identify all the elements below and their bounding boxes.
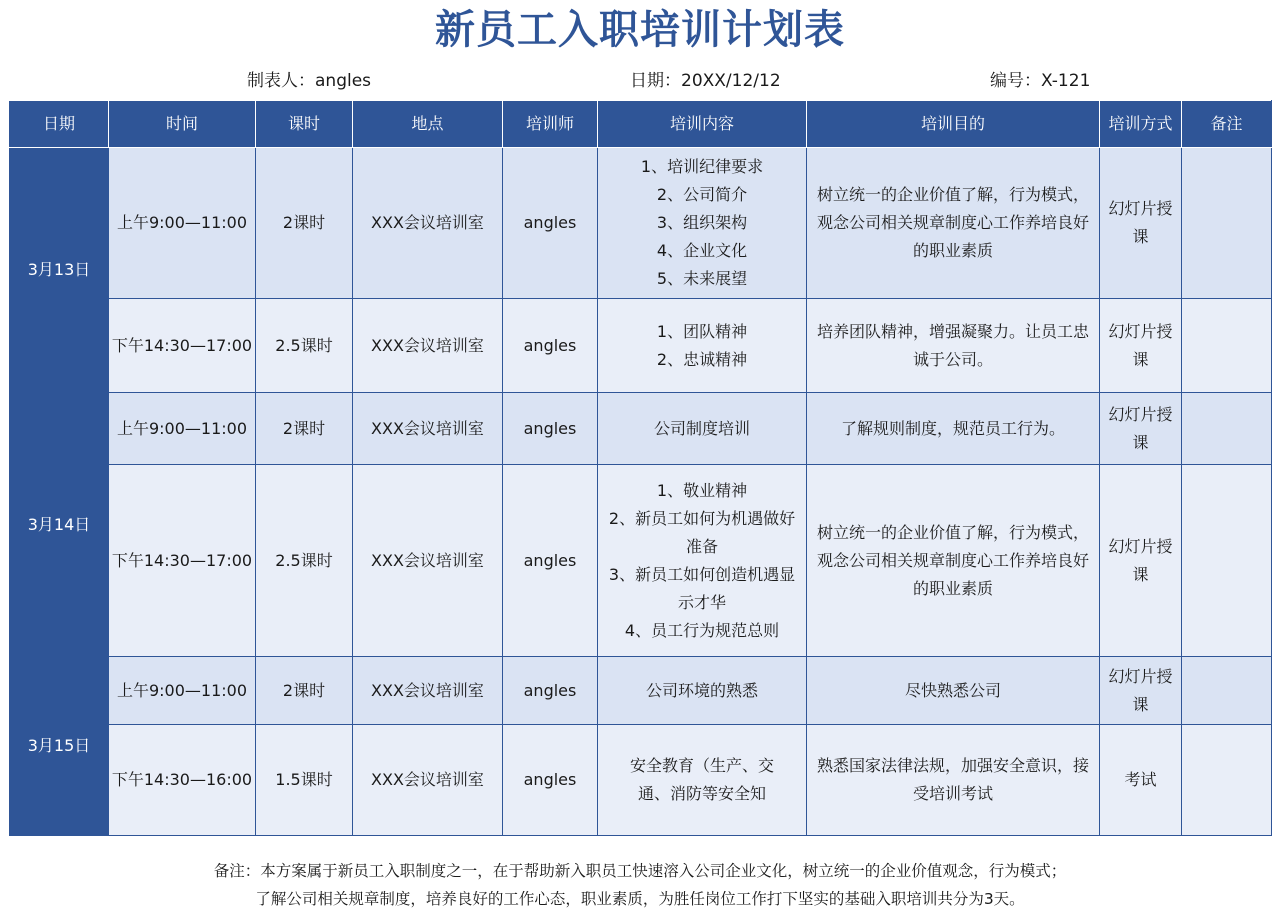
method-line: 幻灯片授 [1108,321,1173,341]
method-cell [1100,657,1182,725]
trainer-cell: angles [503,148,598,299]
trainer-cell: angles [503,465,598,657]
remark-cell [1182,465,1272,657]
trainer-cell: angles [503,393,598,465]
content-line: 公司环境的熟悉 [645,680,758,700]
content-line: 1、培训纪律要求 [640,157,764,176]
table-row [10,725,1272,836]
purpose-line: 受培训考试 [912,784,993,803]
header-time: 时间 [109,101,256,148]
method-line: 幻灯片授 [1108,666,1173,686]
date-field [630,70,781,92]
header-hours: 课时 [256,101,353,148]
time-cell: 上午9:00—11:00 [109,393,256,465]
time-cell: 上午9:00—11:00 [109,657,256,725]
method-cell [1100,725,1182,836]
content-line: 2、忠诚精神 [656,349,748,369]
purpose-line: 树立统一的企业价值了解，行为模式， [816,185,1089,204]
content-line: 1、敬业精神 [656,480,748,500]
content-line: 公司制度培训 [653,418,750,438]
method-line: 课 [1132,564,1149,584]
training-plan-table [9,100,1272,836]
header-trainer: 培训师 [503,101,598,148]
table-row [10,657,1272,725]
date-cell: 3月14日 [10,393,109,657]
footnote-line-2: 了解公司相关规章制度，培养良好的工作心态，职业素质，为胜任岗位工作打下坚实的基础入职培训共分为3天。 [255,890,1025,908]
purpose-line: 观念公司相关规章制度心工作养培良好 [816,213,1089,232]
hours-cell: 2课时 [256,657,353,725]
date-cell: 3月13日 [10,148,109,393]
method-line: 课 [1132,432,1149,452]
number-value: X-121 [1041,71,1091,91]
table-row [10,148,1272,299]
trainer-cell: angles [503,725,598,836]
purpose-cell [807,465,1100,657]
remark-cell [1182,393,1272,465]
remark-cell [1182,148,1272,299]
purpose-line: 观念公司相关规章制度心工作养培良好 [816,550,1089,570]
content-cell [598,148,807,299]
purpose-cell [807,299,1100,393]
header-purpose: 培训目的 [807,101,1100,148]
content-line: 3、组织架构 [656,213,748,232]
table-row [10,299,1272,393]
content-cell [598,657,807,725]
date-label: 日期： [630,71,681,91]
purpose-line: 诚于公司。 [912,349,993,369]
method-line: 幻灯片授 [1108,536,1173,556]
remark-cell [1182,299,1272,393]
method-line: 课 [1132,227,1149,246]
method-cell [1100,465,1182,657]
time-cell: 下午14:30—16:00 [109,725,256,836]
content-line: 4、员工行为规范总则 [624,620,780,640]
content-line: 1、团队精神 [656,321,748,341]
footnote [0,857,1280,913]
remark-cell [1182,657,1272,725]
purpose-line: 的职业素质 [912,578,993,598]
maker-value: angles [315,71,372,91]
time-cell: 下午14:30—17:00 [109,299,256,393]
maker-label: 制表人： [247,71,315,91]
trainer-cell: angles [503,657,598,725]
content-line: 通、消防等安全知 [637,784,766,803]
content-cell [598,725,807,836]
method-cell [1100,148,1182,299]
place-cell: XXX会议培训室 [353,657,503,725]
hours-cell: 2.5课时 [256,299,353,393]
purpose-cell [807,148,1100,299]
purpose-line: 了解规则制度，规范员工行为。 [840,418,1065,438]
time-cell: 下午14:30—17:00 [109,465,256,657]
method-line: 课 [1132,694,1149,714]
method-cell [1100,299,1182,393]
time-cell: 上午9:00—11:00 [109,148,256,299]
place-cell: XXX会议培训室 [353,393,503,465]
purpose-cell [807,393,1100,465]
place-cell: XXX会议培训室 [353,299,503,393]
place-cell: XXX会议培训室 [353,465,503,657]
table-header-row [10,101,1272,148]
method-cell [1100,393,1182,465]
content-line: 安全教育（生产、交 [629,756,774,775]
page-title: 新员工入职培训计划表 [435,7,845,53]
content-line: 示才华 [677,592,726,612]
content-cell [598,299,807,393]
date-cell: 3月15日 [10,657,109,836]
header-method: 培训方式 [1100,101,1182,148]
content-line: 4、企业文化 [656,241,748,260]
maker-field [247,70,371,92]
table-body [10,148,1272,836]
content-cell [598,393,807,465]
date-value: 20XX/12/12 [681,71,781,91]
content-line: 2、新员工如何为机遇做好 [608,508,796,528]
table-row [10,465,1272,657]
content-line: 准备 [685,536,718,556]
trainer-cell: angles [503,299,598,393]
content-line: 2、公司简介 [656,185,748,204]
purpose-line: 树立统一的企业价值了解，行为模式， [816,522,1089,542]
header-date: 日期 [10,101,109,148]
header-place: 地点 [353,101,503,148]
remark-cell [1182,725,1272,836]
place-cell: XXX会议培训室 [353,148,503,299]
footnote-line-1: 备注：本方案属于新员工入职制度之一，在于帮助新入职员工快速溶入公司企业文化，树立统一的企业价值观念，行为模式； [213,862,1067,880]
method-line: 幻灯片授 [1108,199,1173,218]
header-content: 培训内容 [598,101,807,148]
purpose-cell [807,725,1100,836]
hours-cell: 2课时 [256,393,353,465]
place-cell: XXX会议培训室 [353,725,503,836]
number-label: 编号： [990,71,1041,91]
purpose-line: 的职业素质 [912,241,993,260]
purpose-cell [807,657,1100,725]
content-cell [598,465,807,657]
method-line: 考试 [1124,770,1157,789]
content-line: 3、新员工如何创造机遇显 [608,564,796,584]
hours-cell: 1.5课时 [256,725,353,836]
table-row [10,393,1272,465]
content-line: 5、未来展望 [656,269,748,288]
method-line: 课 [1132,349,1149,369]
number-field [990,70,1090,92]
purpose-line: 培养团队精神，增强凝聚力。让员工忠 [816,321,1089,341]
hours-cell: 2.5课时 [256,465,353,657]
purpose-line: 熟悉国家法律法规，加强安全意识，接 [816,756,1089,775]
method-line: 幻灯片授 [1108,404,1173,424]
header-remark: 备注 [1182,101,1272,148]
purpose-line: 尽快熟悉公司 [904,680,1001,700]
hours-cell: 2课时 [256,148,353,299]
